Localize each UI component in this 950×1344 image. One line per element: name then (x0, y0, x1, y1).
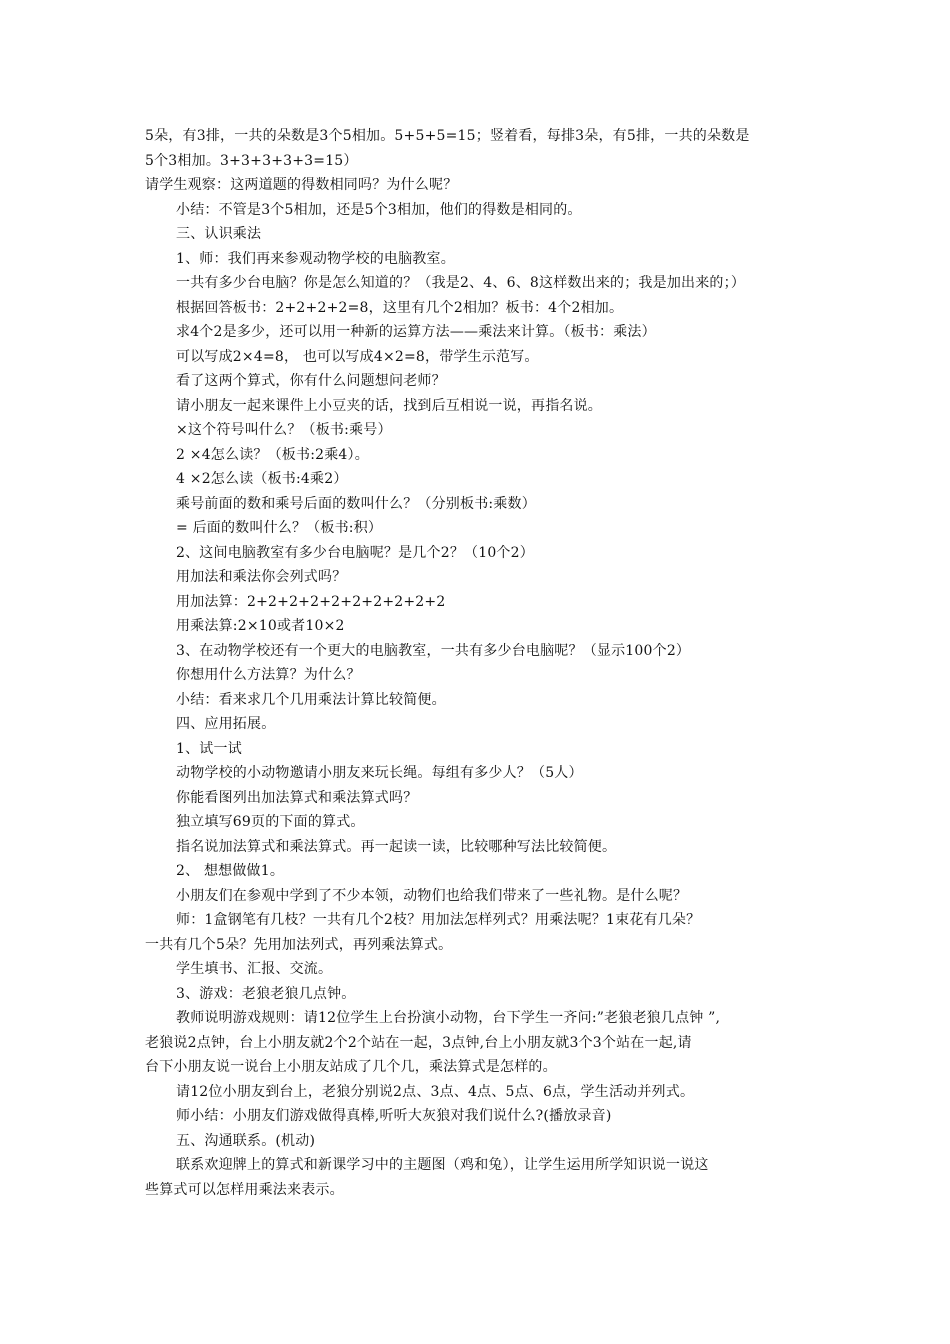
text-line: 你想用什么方法算？为什么？ (176, 667, 361, 683)
text-line: 些算式可以怎样用乘法来表示。 (145, 1181, 344, 1198)
text-line: 联系欢迎牌上的算式和新课学习中的主题图（鸡和兔），让学生运用所学知识说一说这 (176, 1157, 709, 1173)
text-line: 独立填写69页的下面的算式。 (176, 814, 365, 830)
text-line: 教师说明游戏规则：请12位学生上台扮演小动物，台下学生一齐问:”老狼老狼几点钟 ”, (176, 1010, 721, 1026)
text-line: 一共有几个5朵？先用加法列式，再列乘法算式。 (145, 936, 453, 953)
document-page (145, 124, 820, 1202)
text-line: 3、在动物学校还有一个更大的电脑教室，一共有多少台电脑呢？（显示100个2） (176, 642, 691, 659)
text-line: 2 ×4怎么读？（板书:2乘4）。 (176, 446, 369, 463)
text-line: 小朋友们在参观中学到了不少本领，动物们也给我们带来了一些礼物。是什么呢？ (176, 887, 688, 904)
text-line: 学生填书、汇报、交流。 (176, 961, 333, 977)
text-line: 2、这间电脑教室有多少台电脑呢？是几个2？（10个2） (176, 544, 534, 561)
text-line: 老狼说2点钟，台上小朋友就2个2个站在一起，3点钟,台上小朋友就3个3个站在一起,请 (145, 1034, 692, 1051)
text-line: 看了这两个算式，你有什么问题想问老师？ (176, 373, 446, 389)
text-line: 5朵，有3排，一共的朵数是3个5相加。5+5+5=15；竖着看，每排3朵，有5排，一共的朵数是 (145, 128, 750, 144)
text-line: 四、应用拓展。 (176, 716, 276, 732)
text-line: 台下小朋友说一说台上小朋友站成了几个几，乘法算式是怎样的。 (145, 1059, 557, 1075)
text-line: 请12位小朋友到台上，老狼分别说2点、3点、4点、5点、6点，学生活动并列式。 (176, 1083, 695, 1100)
text-line: 一共有多少台电脑？你是怎么知道的？（我是2、4、6、8这样数出来的；我是加出来的；） (176, 275, 746, 291)
text-line: 根据回答板书：2+2+2+2=8，这里有几个2相加？板书：4个2相加。 (176, 299, 624, 316)
text-line: = 后面的数叫什么？（板书:积） (176, 520, 383, 536)
text-line: 指名说加法算式和乘法算式。再一起读一读，比较哪种写法比较简便。 (176, 838, 617, 855)
text-line: 用加法和乘法你会列式吗？ (176, 569, 347, 585)
text-line: 1、师：我们再来参观动物学校的电脑教室。 (176, 250, 455, 267)
text-line: 2、 想想做做1。 (176, 863, 285, 879)
text-line: 5个3相加。3+3+3+3+3=15） (145, 152, 358, 169)
text-line: 乘号前面的数和乘号后面的数叫什么？（分别板书:乘数） (176, 495, 536, 512)
text-line: 小结：不管是3个5相加，还是5个3相加，他们的得数是相同的。 (176, 201, 582, 218)
text-line: 三、认识乘法 (176, 226, 262, 242)
text-line: ×这个符号叫什么？（板书:乘号） (176, 422, 392, 438)
text-line: 师：1盒钢笔有几枝？一共有几个2枝？用加法怎样列式？用乘法呢？1束花有几朵？ (176, 912, 701, 928)
text-line: 你能看图列出加法算式和乘法算式吗？ (176, 789, 418, 806)
text-line: 1、试一试 (176, 740, 242, 757)
text-line: 4 ×2怎么读（板书:4乘2） (176, 471, 348, 487)
text-line: 师小结：小朋友们游戏做得真棒,听听大灰狼对我们说什么?(播放录音) (176, 1108, 612, 1124)
text-line: 五、沟通联系。(机动) (176, 1132, 316, 1149)
text-line: 动物学校的小动物邀请小朋友来玩长绳。每组有多少人？（5人） (176, 765, 583, 781)
text-line: 求4个2是多少，还可以用一种新的运算方法——乘法来计算。（板书：乘法） (176, 324, 656, 340)
text-line: 可以写成2×4=8， 也可以写成4×2=8，带学生示范写。 (176, 348, 539, 365)
text-line: 3、游戏：老狼老狼几点钟。 (176, 985, 356, 1002)
text-line: 用乘法算:2×10或者10×2 (176, 618, 345, 634)
text-line: 小结：看来求几个几用乘法计算比较简便。 (176, 691, 446, 708)
text-line: 用加法算：2+2+2+2+2+2+2+2+2+2 (176, 593, 446, 610)
text-line: 请学生观察：这两道题的得数相同吗？为什么呢？ (145, 177, 458, 193)
text-line: 请小朋友一起来课件上小豆夹的话，找到后互相说一说，再指名说。 (176, 397, 602, 414)
